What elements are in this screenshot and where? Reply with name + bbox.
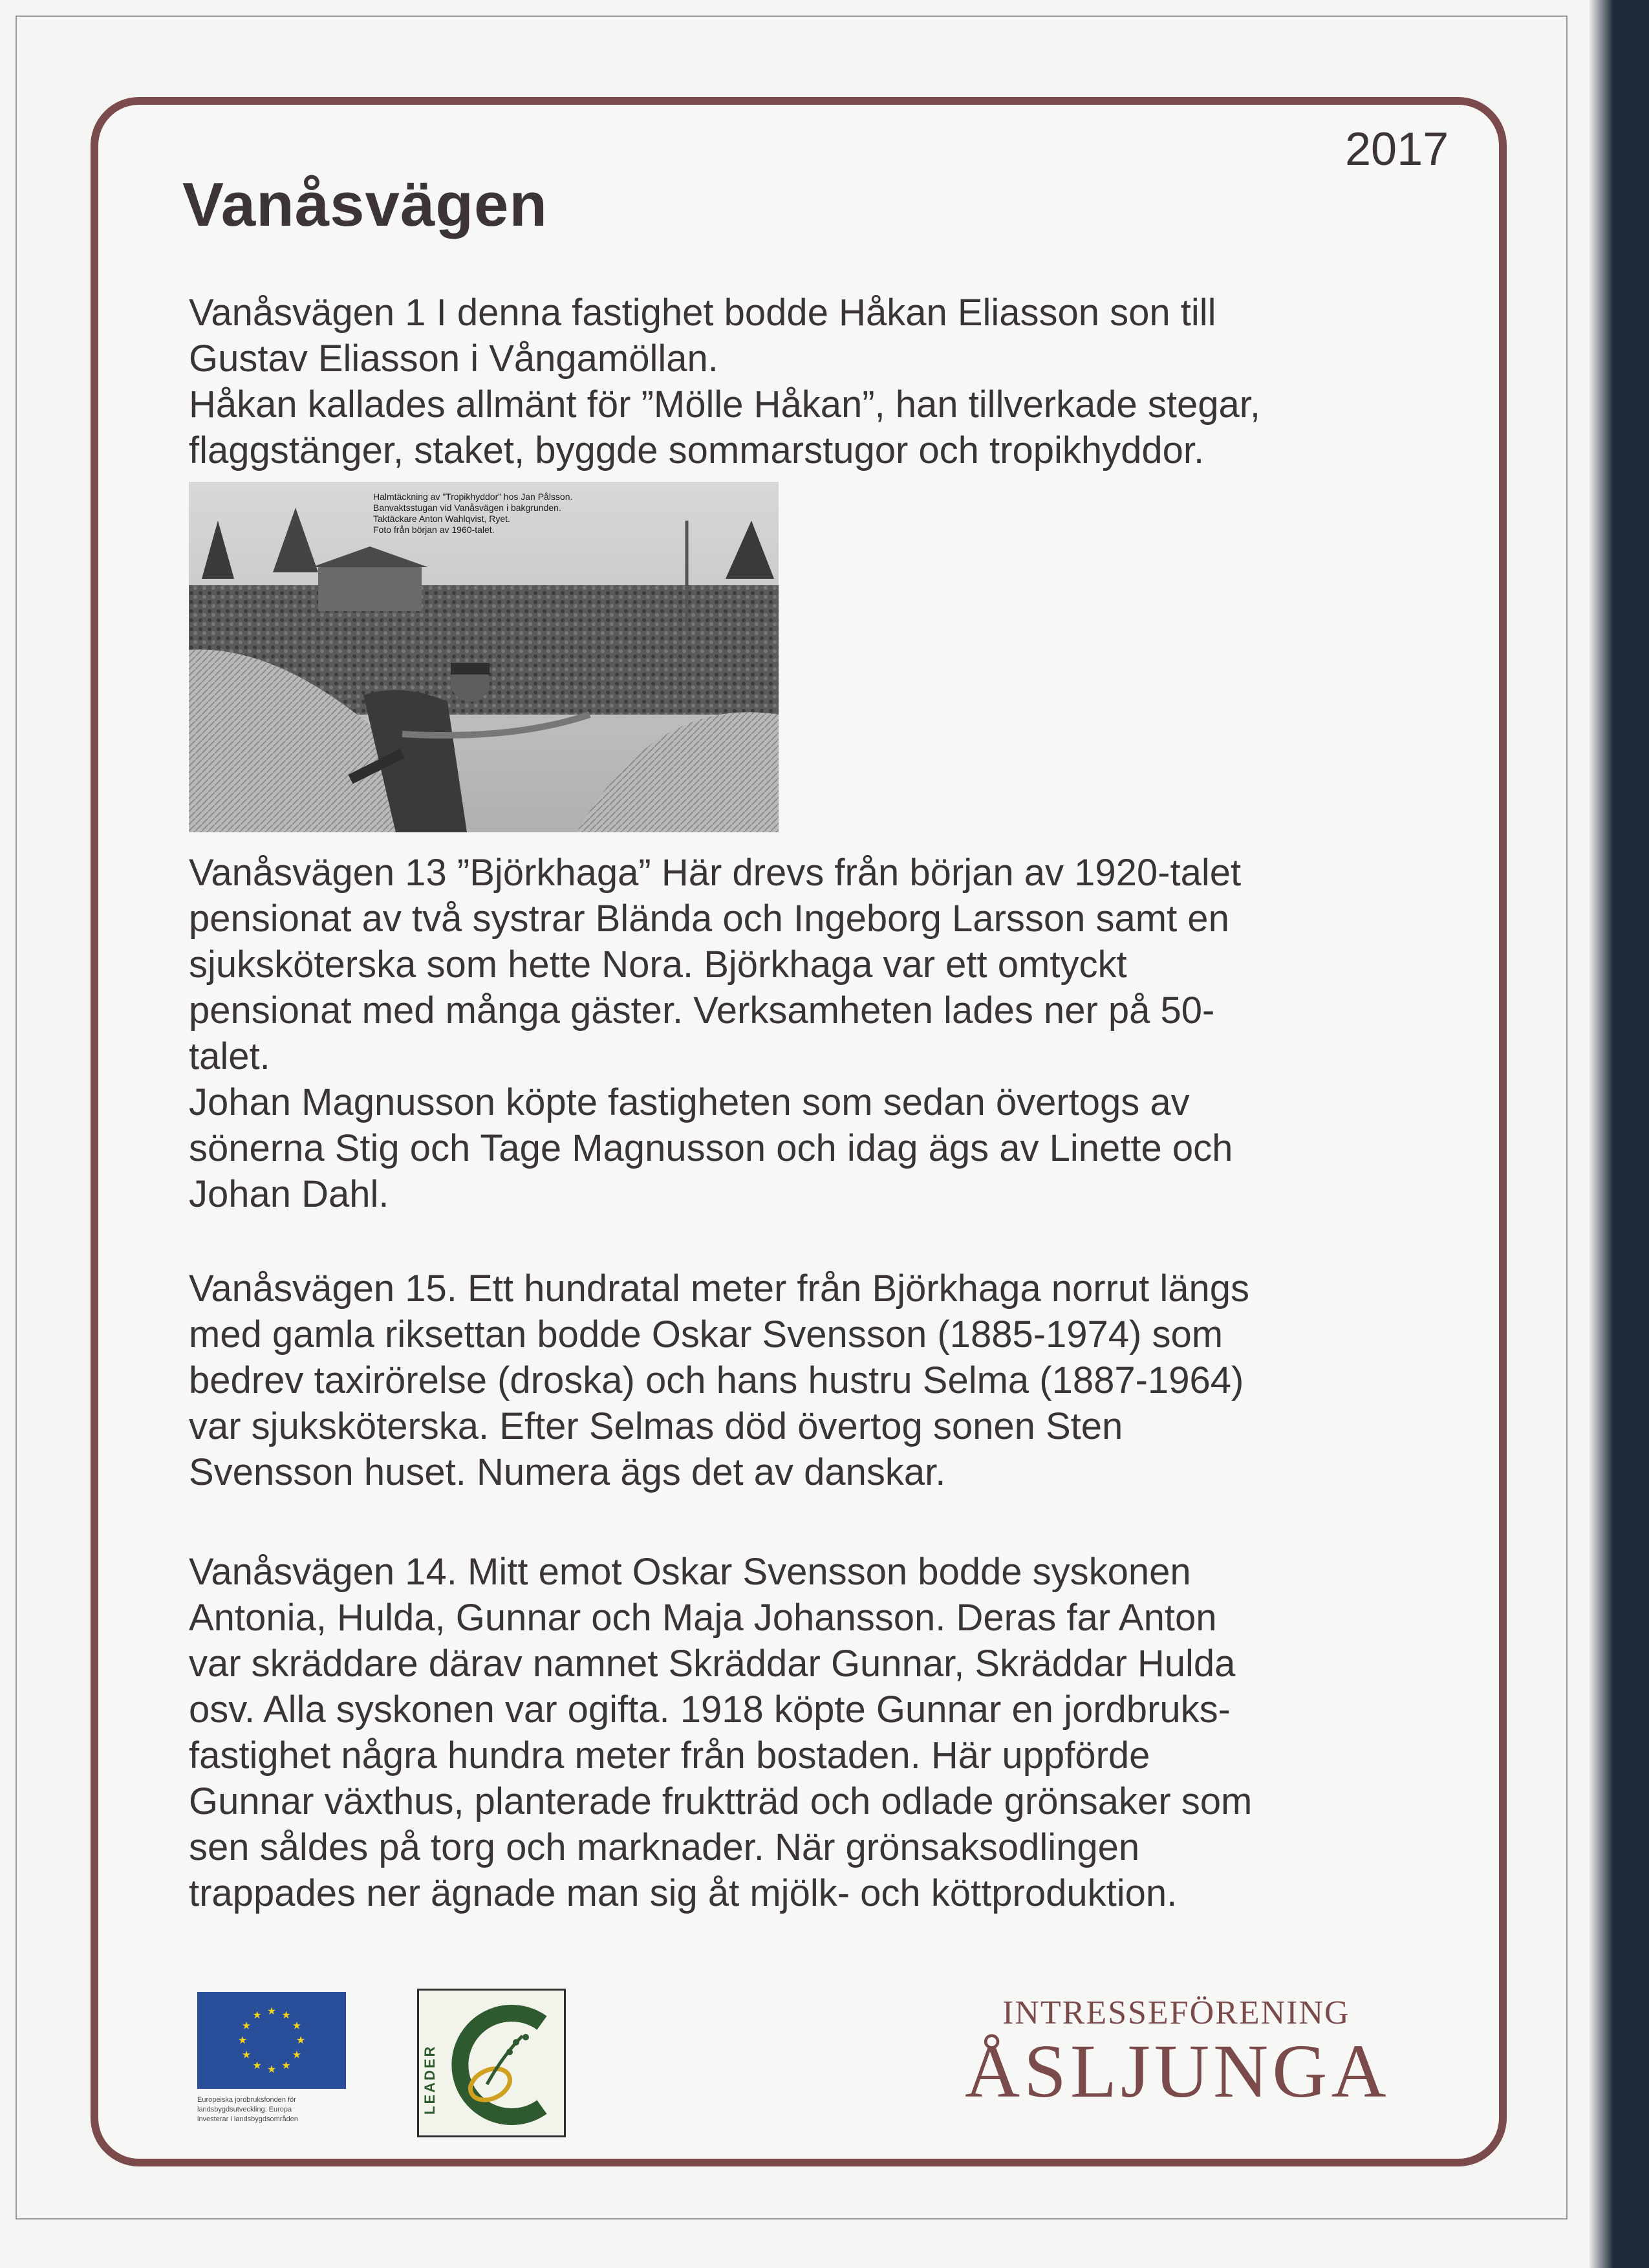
text-line: Vanåsvägen 15. Ett hundratal meter från Björkhaga norrut längs	[189, 1268, 1250, 1310]
text-line: Vanåsvägen 1 I denna fastighet bodde Håkan Eliasson son till	[189, 292, 1216, 334]
star-icon: ★	[241, 2049, 252, 2061]
text-line: med gamla riksettan bodde Oskar Svensson (1885-1974) som	[189, 1313, 1223, 1355]
scan-edge	[1590, 0, 1649, 2268]
page-title: Vanåsvägen	[182, 170, 548, 239]
star-icon: ★	[296, 2035, 306, 2046]
text-line: fastighet några hundra meter från bostaden. Här uppförde	[189, 1734, 1150, 1777]
text-line: Vanåsvägen 14. Mitt emot Oskar Svensson bodde syskonen	[189, 1551, 1191, 1593]
text-line: osv. Alla syskonen var ogifta. 1918 köpte Gunnar en jordbruks-	[189, 1689, 1231, 1731]
paragraph-vanasvagen-15	[189, 1266, 1417, 1495]
star-icon: ★	[292, 2020, 302, 2032]
org-name-main: ÅSLJUNGA	[965, 2029, 1390, 2113]
text-line: var sjuksköterska. Efter Selmas död övertog sonen Sten	[189, 1405, 1123, 1447]
text-line: Johan Magnusson köpte fastigheten som sedan övertogs av	[189, 1081, 1190, 1123]
text-line: sen såldes på torg och marknader. När grönsaksodlingen	[189, 1826, 1140, 1868]
star-icon: ★	[292, 2049, 302, 2061]
star-icon: ★	[281, 2060, 291, 2071]
caption-line: Taktäckare Anton Wahlqvist, Ryet.	[373, 513, 510, 524]
text-line: Johan Dahl.	[189, 1173, 389, 1215]
caption-line: Foto från början av 1960-talet.	[373, 524, 495, 535]
text-line: Gustav Eliasson i Vångamöllan.	[189, 338, 718, 380]
leader-label: LEADER	[422, 2044, 438, 2115]
text-line: pensionat med många gäster. Verksamheten lades ner på 50-	[189, 989, 1215, 1031]
text-line: Gunnar växthus, planterade fruktträd och odlade grönsaker som	[189, 1780, 1253, 1822]
text-line: sjuksköterska som hette Nora. Björkhaga var ett omtyckt	[189, 944, 1127, 986]
star-icon: ★	[281, 2010, 291, 2022]
caption-line: Halmtäckning av ”Tropikhyddor” hos Jan Pålsson.	[373, 491, 573, 502]
photo-caption	[373, 491, 761, 535]
text-line: Vanåsvägen 13 ”Björkhaga” Här drevs från början av 1920-talet	[189, 852, 1242, 894]
star-icon: ★	[237, 2035, 248, 2046]
eu-caption-line: investerar i landsbygdsområden	[197, 2115, 298, 2123]
eu-caption-line: landsbygdsutveckling: Europa	[197, 2106, 292, 2113]
text-line: Håkan kallades allmänt för ”Mölle Håkan”, han tillverkade stegar,	[189, 383, 1261, 426]
eu-caption	[197, 2095, 365, 2124]
org-name-top: INTRESSEFÖRENING	[1002, 1994, 1350, 2031]
paragraph-vanasvagen-14	[189, 1549, 1417, 1916]
caption-line: Banvaktsstugan vid Vanåsvägen i bakgrunden.	[373, 502, 561, 513]
star-icon: ★	[266, 2006, 277, 2017]
text-line: Svensson huset. Numera ägs det av danskar.	[189, 1451, 946, 1493]
year-label: 2017	[1345, 124, 1449, 175]
text-line: sönerna Stig och Tage Magnusson och idag ägs av Linette och	[189, 1127, 1233, 1169]
text-line: flaggstänger, staket, byggde sommarstugor och tropikhyddor.	[189, 429, 1205, 471]
star-icon: ★	[266, 2064, 277, 2075]
eu-stars-icon	[197, 1992, 346, 2089]
text-line: Antonia, Hulda, Gunnar och Maja Johansson. Deras far Anton	[189, 1597, 1217, 1639]
star-icon: ★	[241, 2020, 252, 2032]
paragraph-vanasvagen-1	[189, 290, 1417, 473]
historic-photo	[189, 482, 779, 832]
text-line: bedrev taxirörelse (droska) och hans hustru Selma (1887-1964)	[189, 1359, 1244, 1401]
text-line: talet.	[189, 1035, 270, 1077]
eu-flag-logo	[197, 1992, 346, 2089]
text-line: trappades ner ägnade man sig åt mjölk- och köttproduktion.	[189, 1872, 1178, 1914]
star-icon: ★	[252, 2010, 262, 2022]
eu-caption-line: Europeiska jordbruksfonden för	[197, 2096, 296, 2104]
star-icon: ★	[252, 2060, 262, 2071]
paragraph-vanasvagen-13	[189, 850, 1417, 1217]
text-line: var skräddare därav namnet Skräddar Gunnar, Skräddar Hulda	[189, 1643, 1236, 1685]
text-line: pensionat av två systrar Blända och Ingeborg Larsson samt en	[189, 898, 1229, 940]
